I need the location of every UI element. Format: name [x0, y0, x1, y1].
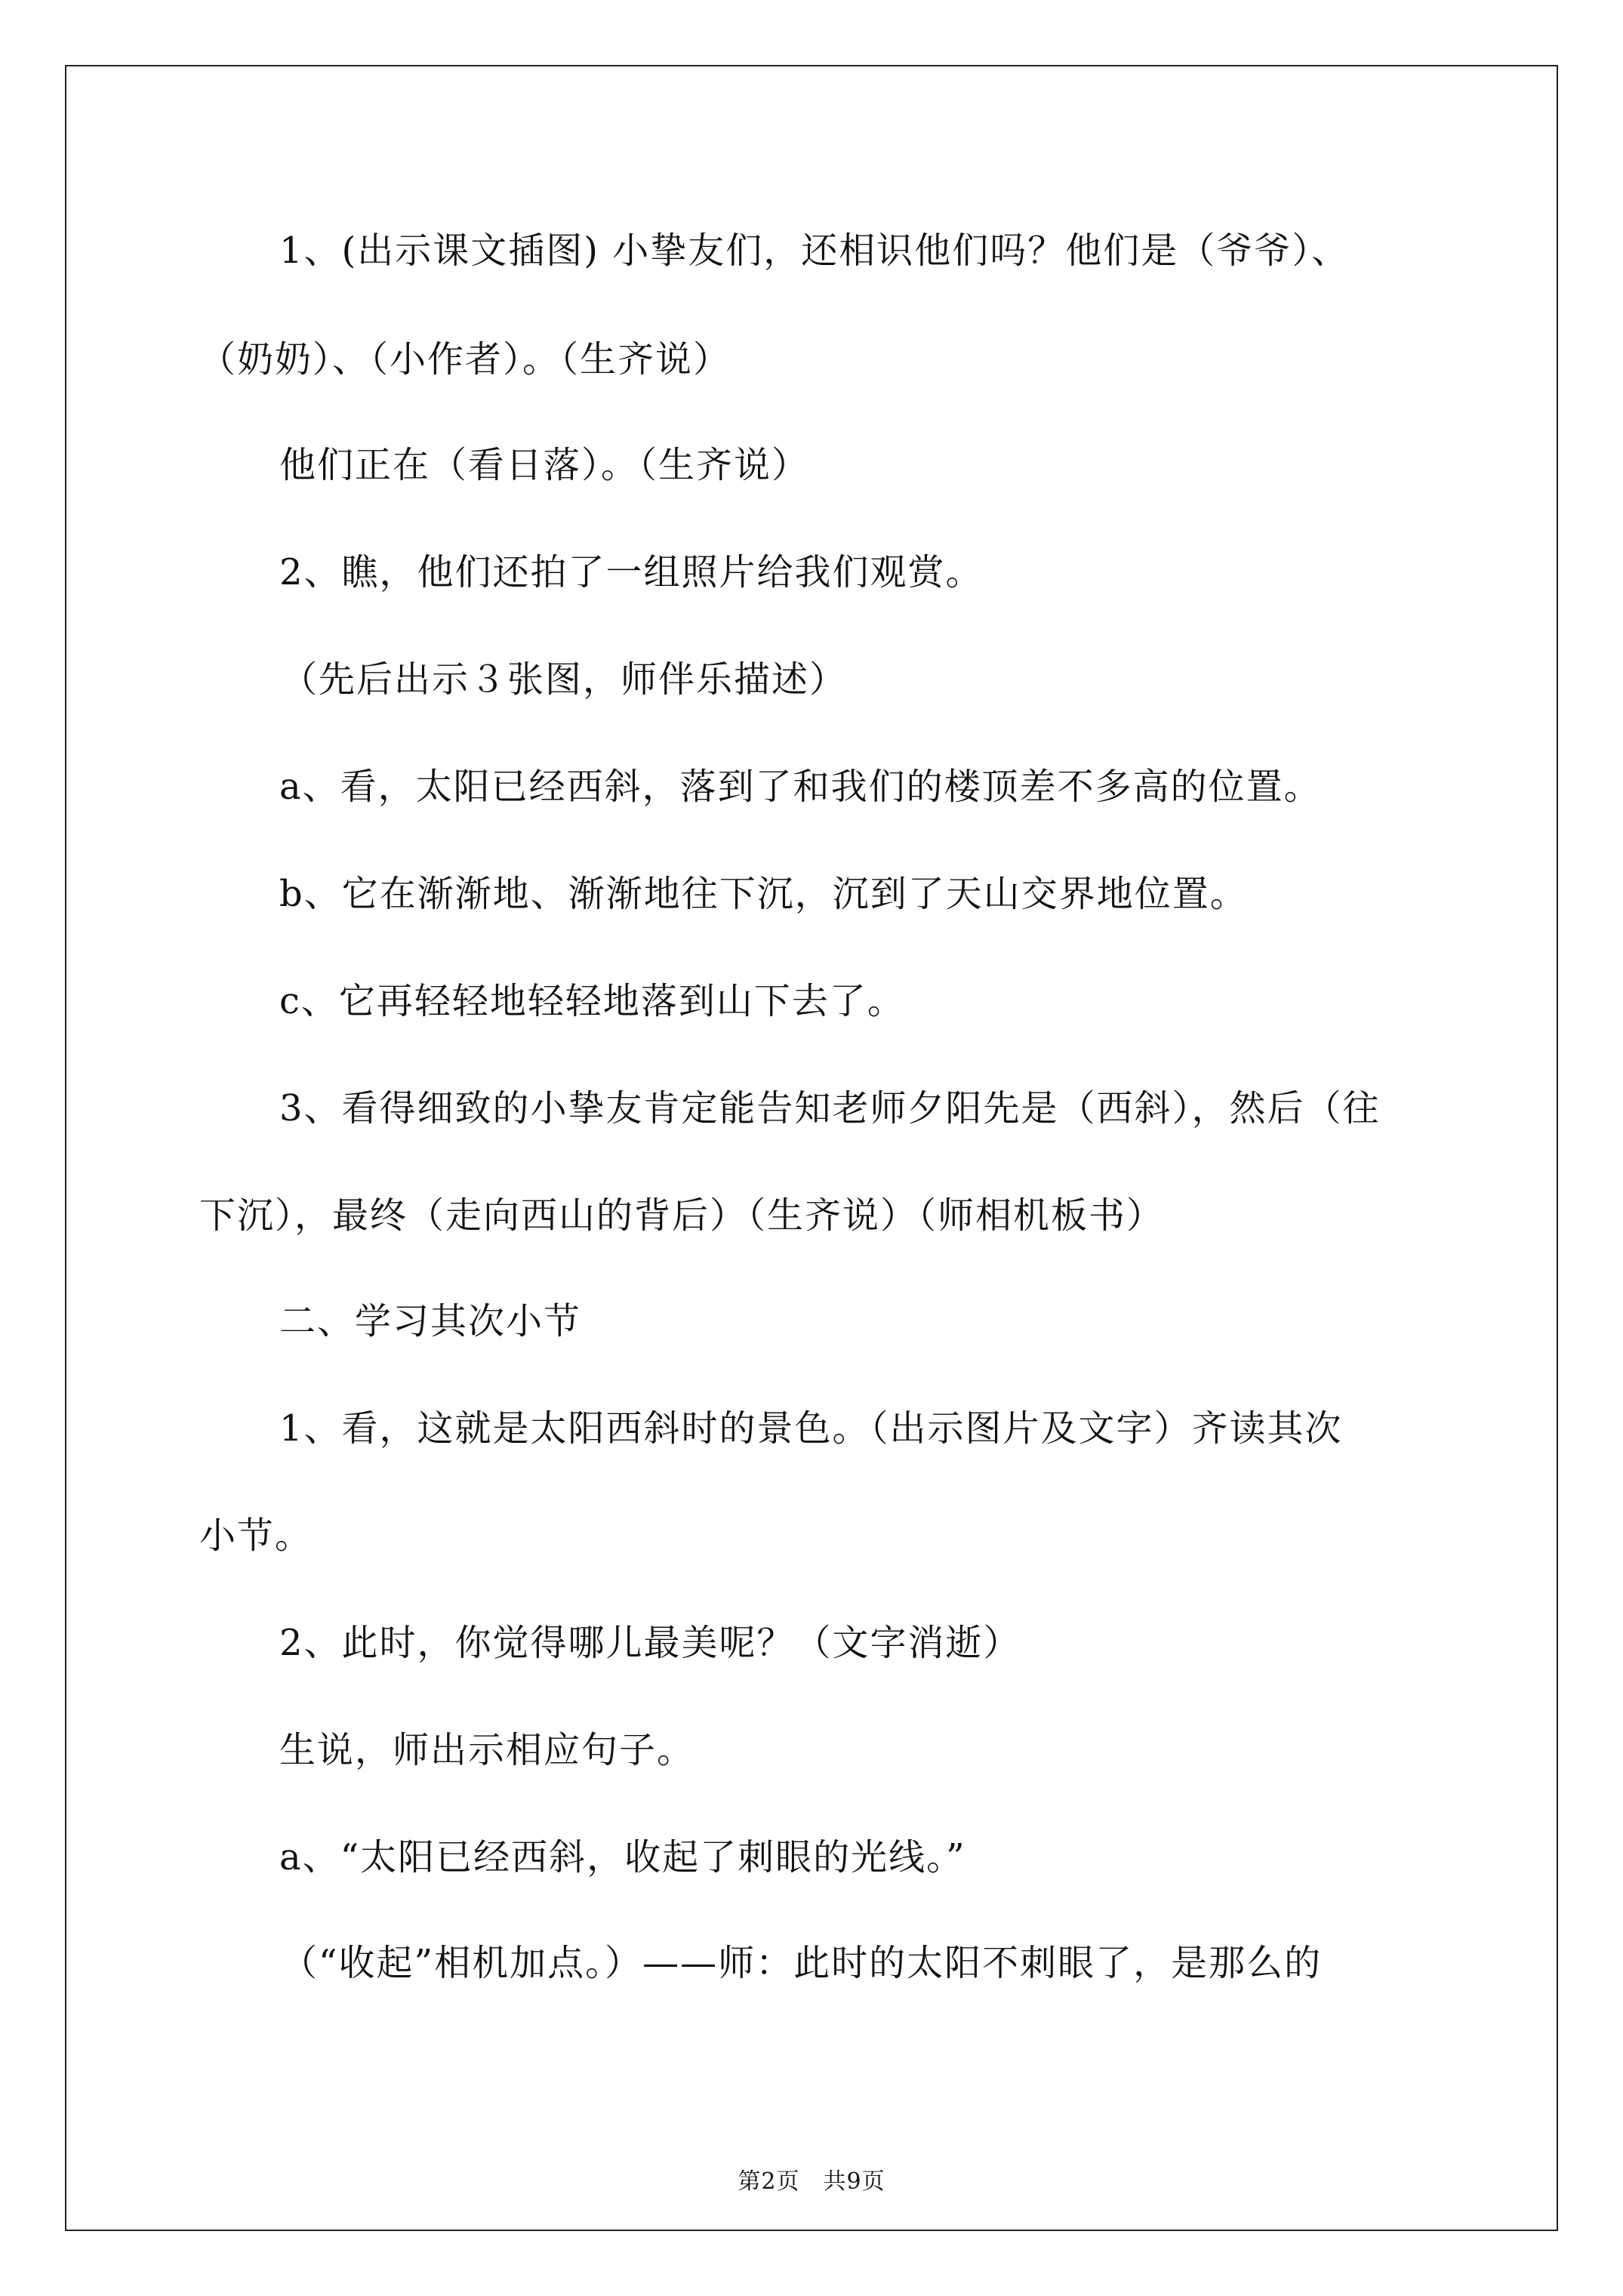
paragraph-line: 2、瞧，他们还拍了一组照片给我们观赏。 [279, 551, 984, 593]
paragraph-line: a、看，太阳已经西斜，落到了和我们的楼顶差不多高的位置。 [279, 766, 1322, 808]
paragraph-line: （“收起”相机加点。）——师：此时的太阳不刺眼了，是那么的 [281, 1942, 1323, 1984]
paragraph-line: a、“太阳已经西斜，收起了刺眼的光线。” [279, 1836, 966, 1878]
paragraph-line: b、它在渐渐地、渐渐地往下沉，沉到了天山交界地位置。 [279, 873, 1248, 915]
paragraph-line: 2、此时，你觉得哪儿最美呢？（文字消逝） [279, 1622, 1021, 1664]
paragraph-line: （奶奶）、（小作者）。（生齐说） [199, 338, 731, 381]
paragraph-line: 下沉），最终（走向西山的背后）（生齐说）（师相机板书） [199, 1194, 1165, 1237]
paragraph-line: c、它再轻轻地轻轻地落到山下去了。 [279, 980, 905, 1022]
paragraph-line: （先后出示３张图，师伴乐描述） [281, 658, 848, 701]
paragraph-line: 1、看，这就是太阳西斜时的景色。（出示图片及文字）齐读其次 [279, 1407, 1343, 1450]
paragraph-line: 3、看得细致的小挚友肯定能告知老师夕阳先是（西斜），然后（往 [279, 1087, 1381, 1130]
paragraph-line: 生说，师出示相应句子。 [279, 1729, 695, 1771]
paragraph-line: 他们正在（看日落）。（生齐说） [279, 444, 810, 486]
paragraph-line: 小节。 [199, 1515, 313, 1557]
paragraph-line: 二、学习其次小节 [279, 1300, 582, 1342]
page-border [65, 65, 1558, 2231]
page-number: 第2页 共9页 [738, 2168, 885, 2195]
paragraph-line: 1、(出示课文插图) 小挚友们，还相识他们吗？他们是（爷爷）、 [279, 230, 1350, 272]
